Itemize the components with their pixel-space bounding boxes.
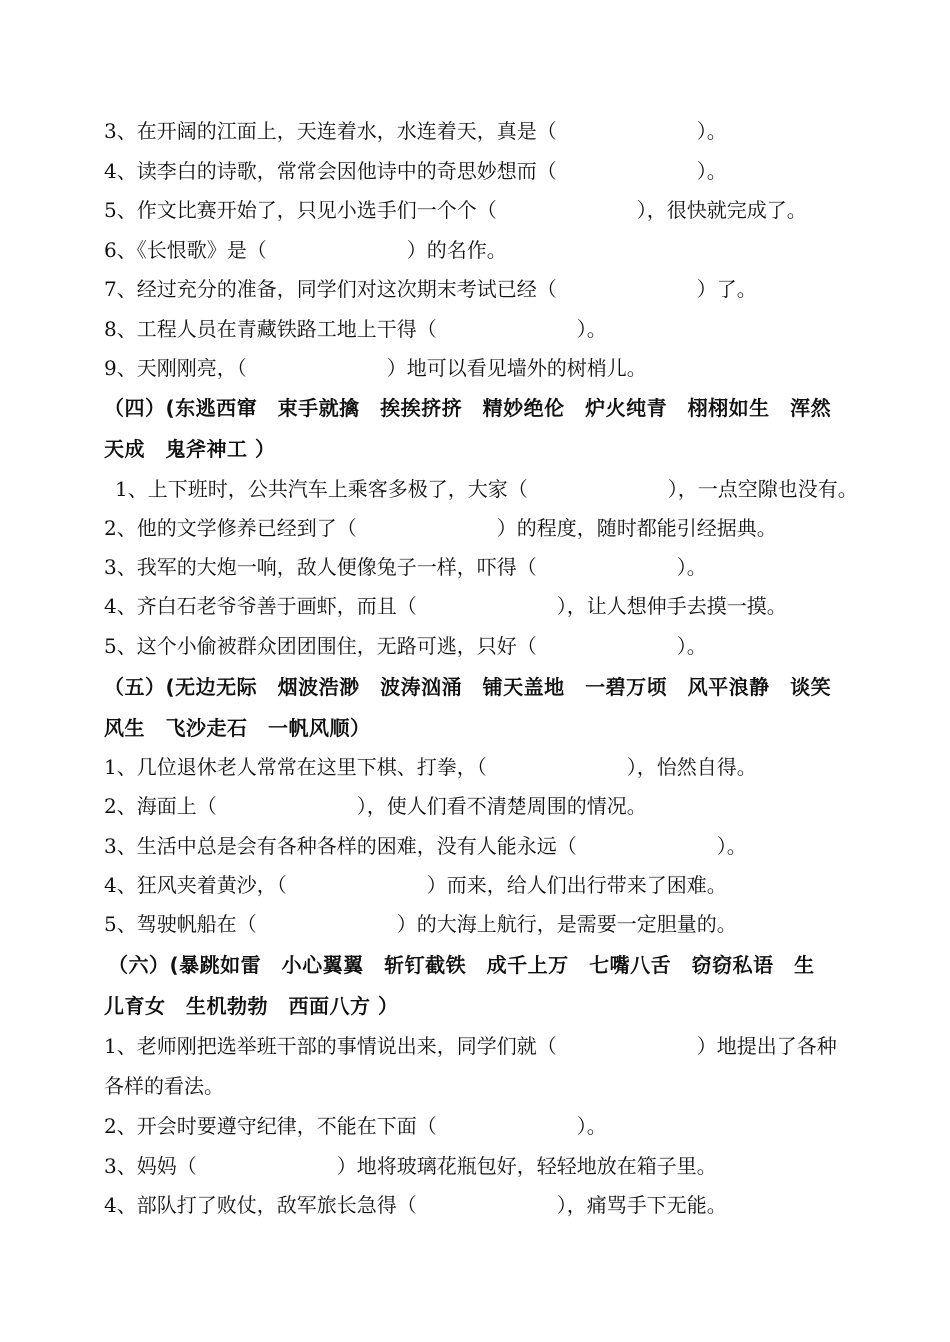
s5-item-1: 1、几位退休老人常常在这里下棋、打拳，（ ），怡然自得。 [104,755,757,779]
s4-item-2: 2、他的文学修养已经到了（ ）的程度，随时都能引经据典。 [104,516,777,540]
s6-item-1: 1、老师刚把选举班干部的事情说出来，同学们就（ ）地提出了各种 [104,1034,837,1058]
s4-item-5: 5、这个小偷被群众团团围住，无路可逃，只好（ ）。 [104,634,707,658]
s3-item-5: 5、作文比赛开始了，只见小选手们一个个（ ），很快就完成了。 [104,198,807,222]
s6-item-2: 2、开会时要遵守纪律，不能在下面（ ）。 [104,1114,607,1138]
s3-item-8: 8、工程人员在青藏铁路工地上干得（ ）。 [104,317,607,341]
s4-item-4: 4、齐白石老爷爷善于画虾，而且（ ），让人想伸手去摸一摸。 [104,594,787,618]
s5-header-line1: （五）(无边无际 烟波浩渺 波涛汹涌 铺天盖地 一碧万顷 风平浪静 谈笑 [104,675,832,699]
s3-item-9: 9、天刚刚亮，（ ）地可以看见墙外的树梢儿。 [104,356,647,380]
s6-item-1-cont: 各样的看法。 [104,1074,224,1098]
s6-header-line1: （六）(暴跳如雷 小心翼翼 斩钉截铁 成千上万 七嘴八舌 窃窃私语 生 [108,953,815,977]
s4-item-1: 1、上下班时，公共汽车上乘客多极了，大家（ ），一点空隙也没有。 [115,477,858,501]
s6-item-3: 3、妈妈（ ）地将玻璃花瓶包好，轻轻地放在箱子里。 [104,1154,717,1178]
s3-item-6: 6、《长恨歌》是（ ）的名作。 [104,238,507,262]
s3-item-3: 3、在开阔的江面上，天连着水，水连着天，真是（ ）。 [104,119,727,143]
s5-item-5: 5、驾驶帆船在（ ）的大海上航行，是需要一定胆量的。 [104,912,737,936]
s3-item-4: 4、读李白的诗歌，常常会因他诗中的奇思妙想而（ ）。 [104,159,727,183]
s4-header-line2: 天成 鬼斧神工 ） [104,437,276,461]
s5-item-3: 3、生活中总是会有各种各样的困难，没有人能永远（ ）。 [104,834,747,858]
s5-item-4: 4、狂风夹着黄沙，（ ）而来，给人们出行带来了困难。 [104,873,727,897]
s3-item-7: 7、经过充分的准备，同学们对这次期末考试已经（ ）了。 [104,277,757,301]
s4-header-line1: （四）(东逃西窜 束手就擒 挨挨挤挤 精妙绝伦 炉火纯青 栩栩如生 浑然 [104,396,832,420]
s4-item-3: 3、我军的大炮一响，敌人便像兔子一样，吓得（ ）。 [104,555,707,579]
s5-header-line2: 风生 飞沙走石 一帆风顺） [104,716,371,740]
s6-header-line2: 儿育女 生机勃勃 西面八方 ） [104,994,399,1018]
s5-item-2: 2、海面上（ ），使人们看不清楚周围的情况。 [104,794,647,818]
s6-item-4: 4、部队打了败仗，敌军旅长急得（ ），痛骂手下无能。 [104,1193,727,1217]
